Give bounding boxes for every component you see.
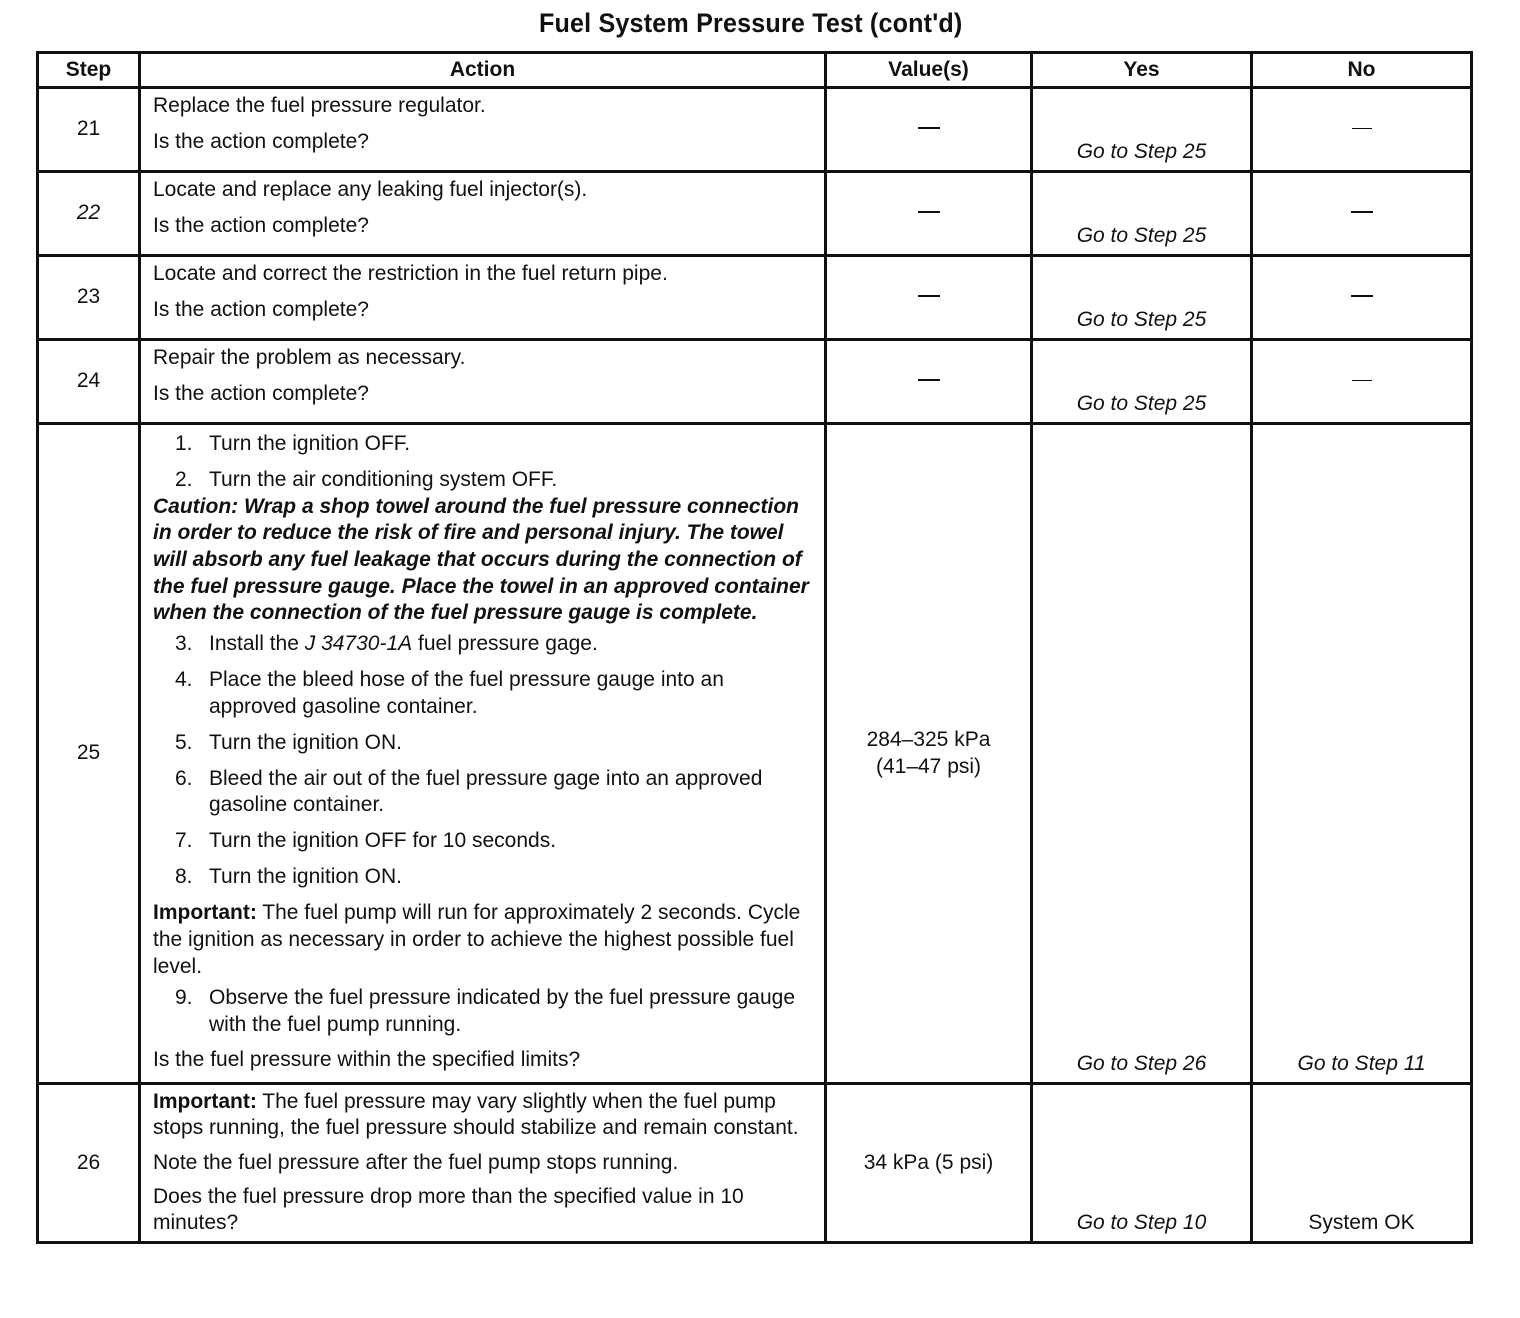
substep: 8. Turn the ignition ON. — [175, 865, 402, 889]
note-text: Note the fuel pressure after the fuel pump stops running. — [153, 1150, 679, 1174]
header-values: Value(s) — [826, 53, 1032, 88]
yes-link[interactable]: Go to Step 26 — [1032, 424, 1252, 1084]
value-cell: 34 kPa (5 psi) — [826, 1084, 1032, 1243]
table-header-row — [38, 53, 1472, 88]
empty-dash — [1352, 380, 1372, 381]
empty-dash — [1352, 128, 1372, 129]
substep: 9. Observe the fuel pressure indicated by the fuel pressure gauge with the fuel pump running. — [175, 985, 796, 1036]
header-no: No — [1252, 53, 1472, 88]
action-text: Locate and replace any leaking fuel injector(s). — [153, 178, 588, 201]
no-cell — [1252, 172, 1472, 256]
step-number: 21 — [38, 88, 140, 172]
action-question: Is the fuel pressure within the specified limits? — [153, 1048, 581, 1072]
action-question: Is the action complete? — [153, 213, 369, 237]
step-number: 24 — [38, 340, 140, 424]
action-text: Replace the fuel pressure regulator. — [153, 94, 486, 117]
empty-dash — [918, 127, 940, 129]
action-cell — [140, 340, 826, 424]
table-row — [38, 256, 1472, 340]
table-row — [38, 340, 1472, 424]
important-note: Important: The fuel pressure may vary slightly when the fuel pump stops running, the fuel pressure should stabilize and remain constant. — [153, 1090, 799, 1139]
value-cell — [826, 256, 1032, 340]
substep-list — [153, 985, 814, 1039]
empty-dash — [1351, 211, 1373, 213]
substep: 5. Turn the ignition ON. — [175, 730, 402, 754]
action-question: Is the action complete? — [153, 297, 369, 321]
tool-number: J 34730-1A — [304, 632, 413, 656]
value-cell — [826, 424, 1032, 1084]
empty-dash — [1351, 295, 1373, 297]
table-row — [38, 88, 1472, 172]
action-cell — [140, 256, 826, 340]
diagnostic-table — [36, 51, 1473, 1244]
no-cell — [1252, 340, 1472, 424]
table-row-step-25 — [38, 424, 1472, 1084]
substep: 1. Turn the ignition OFF. — [175, 432, 411, 455]
substep-list — [153, 631, 814, 891]
header-yes: Yes — [1032, 53, 1252, 88]
step-number: 22 — [38, 172, 140, 256]
substep: 2. Turn the air conditioning system OFF. — [175, 467, 558, 491]
value-cell — [826, 340, 1032, 424]
substep-list — [153, 431, 814, 494]
substep: 6. Bleed the air out of the fuel pressure gage into an approved gasoline container. — [175, 766, 763, 817]
step-number: 23 — [38, 256, 140, 340]
no-result: System OK — [1252, 1084, 1472, 1243]
action-question: Is the action complete? — [153, 129, 369, 153]
yes-link[interactable]: Go to Step 25 — [1032, 256, 1252, 340]
header-step: Step — [38, 53, 140, 88]
caution-note: Caution: Wrap a shop towel around the fuel pressure connection in order to reduce the risk of fire and personal injury. The towel will absorb any fuel leakage that occurs during the connection of the fuel pressure gauge. Place the towel in an approved container when the connection of the fuel pressure gauge is complete. — [153, 494, 809, 625]
no-link[interactable]: Go to Step 11 — [1252, 424, 1472, 1084]
no-cell — [1252, 256, 1472, 340]
action-text: Repair the problem as necessary. — [153, 346, 466, 369]
value-psi: (41–47 psi) — [875, 754, 982, 778]
no-cell — [1252, 88, 1472, 172]
action-cell — [140, 424, 826, 1084]
action-question: Is the action complete? — [153, 381, 369, 405]
value-kpa: 284–325 kPa — [866, 727, 991, 751]
step-number: 26 — [38, 1084, 140, 1243]
important-note: Important: The fuel pump will run for approximately 2 seconds. Cycle the ignition as necessary in order to achieve the highest possible fuel level. — [153, 901, 801, 978]
action-question: Does the fuel pressure drop more than the specified value in 10 minutes? — [153, 1185, 744, 1234]
action-cell — [140, 88, 826, 172]
action-text: Locate and correct the restriction in the fuel return pipe. — [153, 262, 668, 285]
yes-link[interactable]: Go to Step 25 — [1032, 88, 1252, 172]
action-cell — [140, 172, 826, 256]
header-action: Action — [140, 53, 826, 88]
yes-link[interactable]: Go to Step 25 — [1032, 340, 1252, 424]
value-cell — [826, 172, 1032, 256]
empty-dash — [918, 379, 940, 381]
value-cell — [826, 88, 1032, 172]
substep: 3. Install the J 34730-1A fuel pressure gage. — [175, 632, 598, 656]
empty-dash — [918, 295, 940, 297]
page-title: Fuel System Pressure Test (cont'd) — [538, 8, 963, 38]
substep: 4. Place the bleed hose of the fuel pressure gauge into an approved gasoline container. — [175, 667, 724, 718]
table-row — [38, 172, 1472, 256]
yes-link[interactable]: Go to Step 10 — [1032, 1084, 1252, 1243]
substep: 7. Turn the ignition OFF for 10 seconds. — [175, 829, 557, 853]
step-number: 25 — [38, 424, 140, 1084]
action-cell — [140, 1084, 826, 1243]
empty-dash — [918, 211, 940, 213]
table-row-step-26 — [38, 1084, 1472, 1243]
yes-link[interactable]: Go to Step 25 — [1032, 172, 1252, 256]
